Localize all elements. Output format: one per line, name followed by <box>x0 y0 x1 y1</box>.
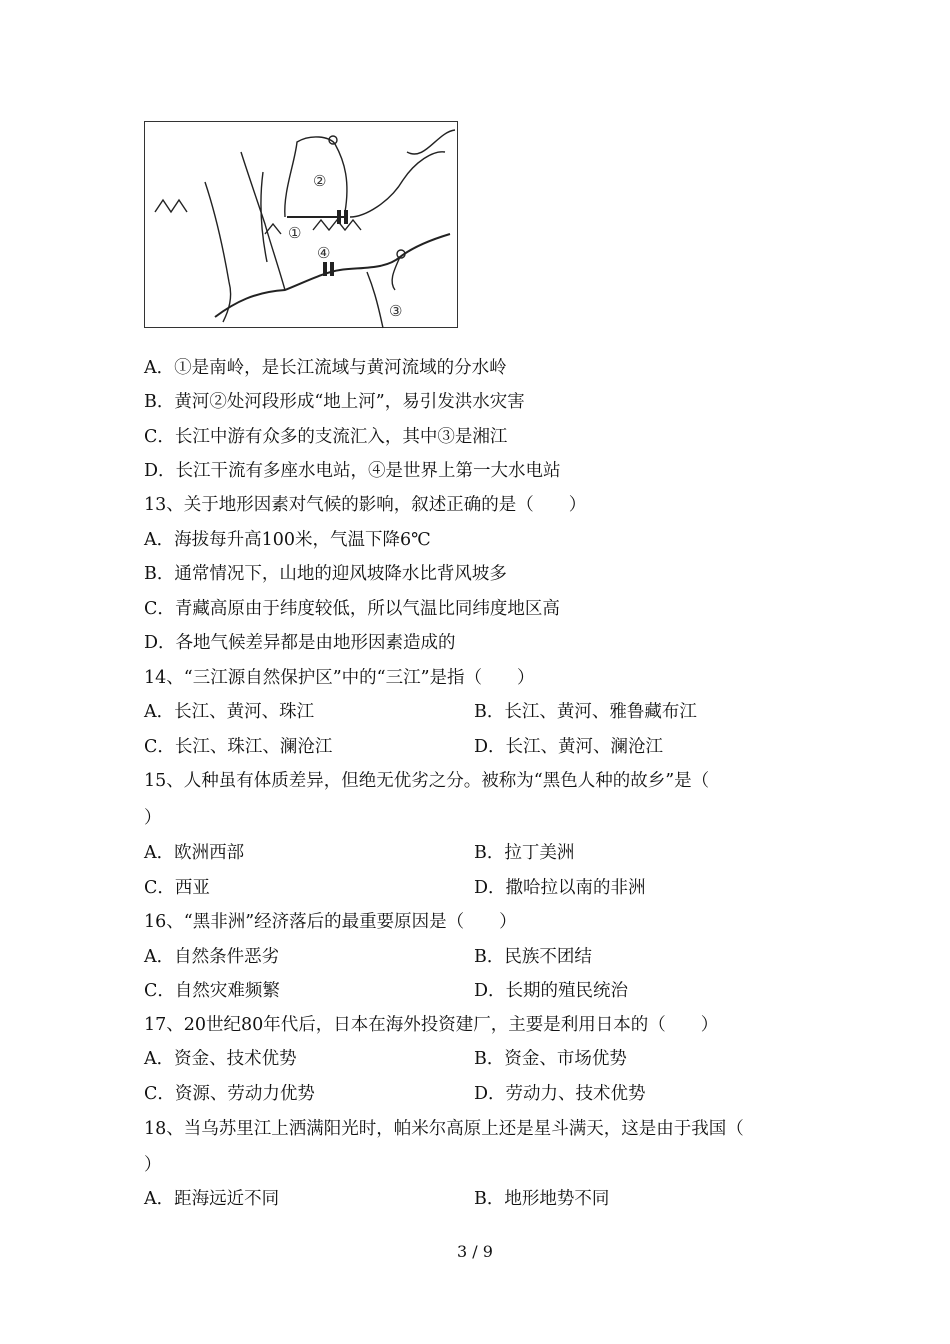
q14-option-b: B．长江、黄河、雅鲁藏布江 <box>474 702 697 722</box>
q18-stem-cont: ） <box>144 1155 162 1175</box>
q15-option-c: C．西亚 <box>144 878 210 898</box>
q15-option-b: B．拉丁美洲 <box>474 843 575 863</box>
page-number: 3 / 9 <box>457 1242 493 1261</box>
q16-option-a: A．自然条件恶劣 <box>144 947 280 967</box>
q17-stem: 17、20世纪80年代后，日本在海外投资建厂，主要是利用日本的（ ） <box>144 1015 719 1035</box>
q14-option-c: C．长江、珠江、澜沧江 <box>144 737 333 757</box>
q17-option-b: B．资金、市场优势 <box>474 1049 627 1069</box>
q13-option-b: B．通常情况下，山地的迎风坡降水比背风坡多 <box>144 564 507 584</box>
q16-option-b: B．民族不团结 <box>474 947 592 967</box>
river-map-drawing <box>145 122 459 329</box>
q15-stem: 15、人种虽有体质差异，但绝无优劣之分。被称为“黑色人种的故乡”是（ <box>144 771 710 791</box>
q16-option-d: D．长期的殖民统治 <box>474 981 629 1001</box>
q17-option-d: D．劳动力、技术优势 <box>474 1084 646 1104</box>
map-label-2: ② <box>313 172 327 190</box>
q13-option-d: D．各地气候差异都是由地形因素造成的 <box>144 633 456 653</box>
map-label-1: ① <box>288 224 302 242</box>
map-label-4: ④ <box>317 244 331 262</box>
q17-option-a: A．资金、技术优势 <box>144 1049 297 1069</box>
q15-option-d: D．撒哈拉以南的非洲 <box>474 878 646 898</box>
q12-option-b: B．黄河②处河段形成“地上河”，易引发洪水灾害 <box>144 392 525 412</box>
q18-option-a: A．距海远近不同 <box>144 1189 280 1209</box>
q14-option-a: A．长江、黄河、珠江 <box>144 702 315 722</box>
q18-option-b: B．地形地势不同 <box>474 1189 610 1209</box>
q13-option-a: A．海拔每升高100米，气温下降6℃ <box>144 530 431 550</box>
q14-option-d: D．长江、黄河、澜沧江 <box>474 737 664 757</box>
q13-option-c: C．青藏高原由于纬度较低，所以气温比同纬度地区高 <box>144 599 560 619</box>
q14-stem: 14、“三江源自然保护区”中的“三江”是指（ ） <box>144 668 535 688</box>
q15-option-a: A．欧洲西部 <box>144 843 245 863</box>
q12-option-d: D．长江干流有多座水电站，④是世界上第一大水电站 <box>144 461 561 481</box>
q12-option-a: A．①是南岭，是长江流域与黄河流域的分水岭 <box>144 358 507 378</box>
q18-stem: 18、当乌苏里江上洒满阳光时，帕米尔高原上还是星斗满天，这是由于我国（ <box>144 1119 744 1139</box>
q16-stem: 16、“黑非洲”经济落后的最重要原因是（ ） <box>144 912 517 932</box>
q12-option-c: C．长江中游有众多的支流汇入，其中③是湘江 <box>144 427 508 447</box>
river-map-figure <box>144 121 458 328</box>
q16-option-c: C．自然灾难频繁 <box>144 981 280 1001</box>
q13-stem: 13、关于地形因素对气候的影响，叙述正确的是（ ） <box>144 495 587 515</box>
map-label-3: ③ <box>389 302 403 320</box>
q17-option-c: C．资源、劳动力优势 <box>144 1084 315 1104</box>
q15-stem-cont: ） <box>144 808 162 828</box>
